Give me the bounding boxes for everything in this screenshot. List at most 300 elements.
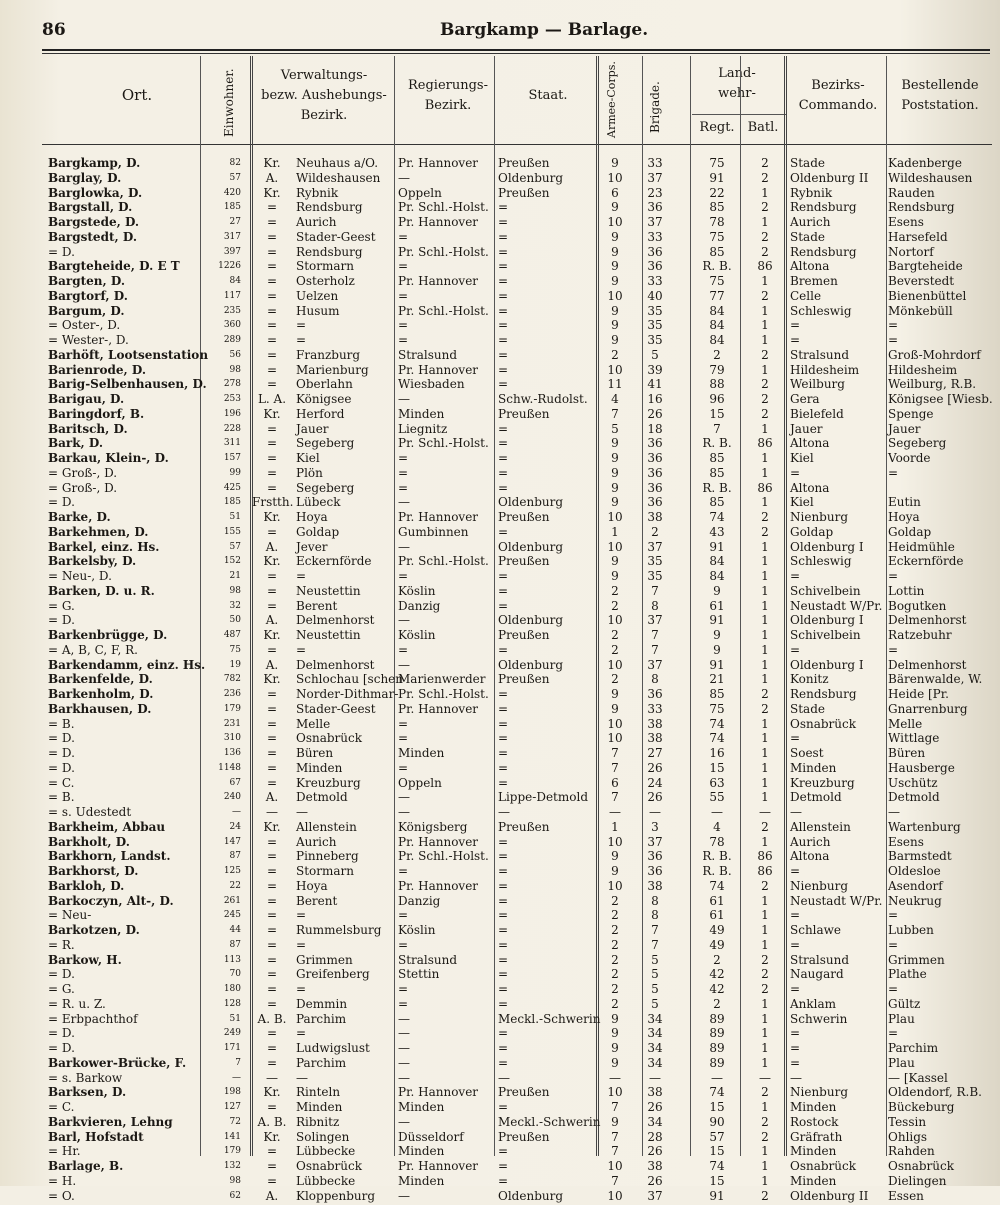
staat-cell: = <box>498 274 509 288</box>
staat-cell: = <box>498 952 509 967</box>
poststation-cell: Heidmühle <box>888 539 955 554</box>
aushebung-cell: Kloppenburg <box>296 1188 376 1203</box>
poststation-cell: Barmstedt <box>888 849 952 864</box>
staat-cell: Preußen <box>498 554 550 569</box>
poststation-cell: Heide [Pr. <box>888 687 949 701</box>
bezirks-commando-cell: Minden <box>790 1100 837 1114</box>
aushebung-cell: Parchim <box>296 1011 347 1026</box>
ort-cell: Bargum, D. <box>48 303 125 318</box>
einwohner-cell: 98 <box>229 1175 241 1186</box>
ort-cell: Barl, Hofstadt <box>48 1129 144 1144</box>
regierung-cell: Pr. Hannover <box>398 215 479 229</box>
ort-cell: Barglay, D. <box>48 170 122 185</box>
bezirks-commando-cell: Jauer <box>790 421 823 436</box>
staat-cell: = <box>498 760 509 775</box>
batl-cell: 1 <box>761 451 769 465</box>
ort-cell: Barke, D. <box>48 510 111 524</box>
ort-cell: Baringdorf, B. <box>48 406 145 421</box>
regierung-cell: — <box>398 170 410 185</box>
batl-cell: 1 <box>761 908 769 923</box>
brigade-cell: — <box>649 1070 661 1085</box>
regierung-cell: = <box>398 259 409 274</box>
header-rule <box>42 49 990 51</box>
armee-corps-cell: 9 <box>611 1114 619 1129</box>
aushebung-cell: Rybnik <box>296 185 339 200</box>
col-bezirks-2: Commando. <box>798 98 878 113</box>
poststation-cell: Hoya <box>888 510 920 524</box>
poststation-cell: Wittlage <box>888 731 940 746</box>
bezirks-commando-cell: Nienburg <box>790 1085 848 1100</box>
kreis-cell: = <box>266 731 278 746</box>
regt-cell: R. B. <box>702 849 732 864</box>
staat-cell: = <box>498 215 509 229</box>
regt-cell: 61 <box>709 893 725 908</box>
staat-cell: = <box>498 937 509 952</box>
poststation-cell: = <box>888 465 899 480</box>
armee-corps-cell: 7 <box>611 746 619 760</box>
aushebung-cell: Marienburg <box>296 362 369 377</box>
batl-cell: 2 <box>761 819 769 834</box>
kreis-cell: = <box>266 1100 278 1114</box>
aushebung-cell: Rendsburg <box>296 244 363 259</box>
staat-cell: = <box>498 834 509 849</box>
staat-cell: = <box>498 1144 509 1159</box>
kreis-cell: = <box>266 982 278 996</box>
poststation-cell: Segeberg <box>888 436 947 451</box>
batl-cell: 2 <box>761 406 769 421</box>
bezirks-commando-cell: — <box>790 1070 802 1085</box>
batl-cell: 1 <box>761 1144 769 1159</box>
batl-cell: 86 <box>757 436 773 451</box>
batl-cell: 1 <box>761 1011 769 1026</box>
regierung-cell: Stralsund <box>398 347 458 362</box>
poststation-cell: Plau <box>888 1055 915 1070</box>
kreis-cell: = <box>266 451 278 465</box>
bezirks-commando-cell: Nienburg <box>790 510 848 524</box>
regierung-cell: Pr. Schl.-Holst. <box>398 436 489 451</box>
bezirks-commando-cell: Stade <box>790 156 825 170</box>
brigade-cell: 8 <box>651 893 659 908</box>
einwohner-cell: 125 <box>223 866 241 876</box>
armee-corps-cell: 10 <box>607 878 623 893</box>
kreis-cell: = <box>266 878 278 893</box>
aushebung-cell: — <box>296 1070 308 1085</box>
regt-cell: 55 <box>709 790 725 805</box>
kreis-cell: = <box>266 347 278 362</box>
ort-cell: Barig-Selbenhausen, D. <box>48 377 207 392</box>
batl-cell: 2 <box>761 392 769 406</box>
kreis-cell: = <box>266 1159 278 1173</box>
bezirks-commando-cell: Konitz <box>790 672 829 687</box>
poststation-cell: = <box>888 642 899 657</box>
kreis-cell: A. <box>265 613 279 628</box>
staat-cell: = <box>498 1100 509 1114</box>
armee-corps-cell: 10 <box>607 170 623 185</box>
regierung-cell: = <box>398 937 409 952</box>
armee-corps-cell: 9 <box>611 451 619 465</box>
regt-cell: 74 <box>709 1159 725 1173</box>
armee-corps-cell: 10 <box>607 834 623 849</box>
regierung-cell: Gumbinnen <box>398 524 469 539</box>
staat-cell: = <box>498 524 509 539</box>
ort-cell: Barkower-Brücke, F. <box>48 1055 187 1070</box>
ort-cell: Barkendamm, einz. Hs. <box>48 657 206 672</box>
einwohner-cell: 1226 <box>218 261 241 272</box>
poststation-cell: Esens <box>888 215 924 229</box>
kreis-cell: = <box>266 229 278 244</box>
einwohner-cell: 196 <box>223 408 241 419</box>
brigade-cell: 38 <box>647 510 663 524</box>
armee-corps-cell: 2 <box>611 628 619 642</box>
einwohner-cell: 289 <box>223 335 241 345</box>
armee-corps-cell: 2 <box>611 893 619 908</box>
aushebung-cell: = <box>296 937 307 952</box>
brigade-cell: 26 <box>647 1100 663 1114</box>
bezirks-commando-cell: Oldenburg II <box>790 1188 869 1203</box>
batl-cell: 1 <box>761 731 769 746</box>
aushebung-cell: Lübbecke <box>296 1173 356 1188</box>
staat-cell: = <box>498 701 509 716</box>
batl-cell: 1 <box>761 1173 769 1188</box>
aushebung-cell: Melle <box>296 716 331 731</box>
einwohner-cell: 425 <box>223 482 241 493</box>
regierung-cell: = <box>398 569 409 583</box>
bezirks-commando-cell: Minden <box>790 1173 837 1188</box>
einwohner-cell: 57 <box>229 541 241 552</box>
brigade-cell: 37 <box>647 834 663 849</box>
brigade-cell: 36 <box>647 849 663 864</box>
regierung-cell: Pr. Hannover <box>398 701 479 716</box>
ort-cell: = D. <box>48 760 75 775</box>
regierung-cell: = <box>398 288 409 303</box>
ort-cell: = D. <box>48 731 75 746</box>
bezirks-commando-cell: Oldenburg I <box>790 539 864 554</box>
ort-cell: = Groß-, D. <box>48 480 118 495</box>
batl-cell: 1 <box>761 1100 769 1114</box>
regt-cell: 7 <box>713 421 721 436</box>
bezirks-commando-cell: Rostock <box>790 1114 839 1129</box>
ort-cell: Bargteheide, D. E T <box>48 259 180 274</box>
brigade-cell: 2 <box>651 524 659 539</box>
armee-corps-cell: 9 <box>611 259 619 274</box>
ort-cell: Barkheim, Abbau <box>48 819 166 834</box>
bezirks-commando-cell: = <box>790 731 801 746</box>
poststation-cell: Essen <box>888 1188 924 1203</box>
staat-cell: = <box>498 996 509 1011</box>
staat-cell: Preußen <box>498 672 550 687</box>
kreis-cell: Frstth. <box>252 495 294 510</box>
armee-corps-cell: 9 <box>611 569 619 583</box>
col-brigade: Brigade. <box>648 81 662 133</box>
poststation-cell: Delmenhorst <box>888 657 967 672</box>
brigade-cell: 37 <box>647 539 663 554</box>
kreis-cell: = <box>266 569 278 583</box>
armee-corps-cell: 9 <box>611 864 619 878</box>
brigade-cell: 37 <box>647 215 663 229</box>
brigade-cell: 23 <box>647 185 663 200</box>
armee-corps-cell: 9 <box>611 687 619 701</box>
poststation-cell: = <box>888 1026 899 1041</box>
staat-cell: = <box>498 716 509 731</box>
ort-cell: Barkvieren, Lehng <box>48 1114 173 1129</box>
staat-cell: = <box>498 465 509 480</box>
armee-corps-cell: 10 <box>607 1159 623 1173</box>
aushebung-cell: Büren <box>296 746 334 760</box>
regierung-cell: Pr. Hannover <box>398 156 479 170</box>
poststation-cell: = <box>888 318 899 333</box>
ort-cell: = R. <box>48 937 75 952</box>
kreis-cell: = <box>266 952 278 967</box>
batl-cell: 1 <box>761 539 769 554</box>
regierung-cell: — <box>398 790 410 805</box>
armee-corps-cell: 9 <box>611 156 619 170</box>
aushebung-cell: = <box>296 569 307 583</box>
brigade-cell: 5 <box>651 347 659 362</box>
regierung-cell: Königsberg <box>398 819 468 834</box>
aushebung-cell: Segeberg <box>296 480 355 495</box>
bezirks-commando-cell: Oldenburg II <box>790 170 869 185</box>
aushebung-cell: Osnabrück <box>296 731 363 746</box>
regierung-cell: Düsseldorf <box>398 1129 464 1144</box>
poststation-cell: Lubben <box>888 923 934 937</box>
batl-cell: 1 <box>761 274 769 288</box>
aushebung-cell: Delmenhorst <box>296 613 375 628</box>
regt-cell: 2 <box>713 996 721 1011</box>
kreis-cell: A. <box>265 657 279 672</box>
brigade-cell: 38 <box>647 731 663 746</box>
einwohner-cell: 21 <box>229 571 241 581</box>
regt-cell: 85 <box>709 465 725 480</box>
ort-cell: = A, B, C, F, R. <box>48 642 138 657</box>
aushebung-cell: = <box>296 982 307 996</box>
staat-cell: = <box>498 864 509 878</box>
einwohner-cell: 171 <box>223 1043 241 1053</box>
kreis-cell: Kr. <box>263 510 281 524</box>
einwohner-cell: 87 <box>229 851 241 862</box>
brigade-cell: 35 <box>647 569 663 583</box>
poststation-cell: Plathe <box>888 967 927 982</box>
ort-cell: Barienrode, D. <box>48 362 147 377</box>
poststation-cell: Bargteheide <box>888 259 963 274</box>
bezirks-commando-cell: = <box>790 465 801 480</box>
kreis-cell: = <box>266 259 278 274</box>
regt-cell: 91 <box>709 170 725 185</box>
brigade-cell: 36 <box>647 259 663 274</box>
ort-cell: Barkow, H. <box>48 952 122 967</box>
staat-cell: Oldenburg <box>498 170 564 185</box>
armee-corps-cell: 10 <box>607 716 623 731</box>
poststation-cell: Groß-Mohrdorf <box>888 347 981 362</box>
armee-corps-cell: 1 <box>611 819 619 834</box>
aushebung-cell: Aurich <box>296 215 337 229</box>
aushebung-cell: Minden <box>296 1100 343 1114</box>
ort-cell: = D. <box>48 1026 75 1041</box>
poststation-cell: Rahden <box>888 1144 935 1159</box>
aushebung-cell: Stader-Geest <box>296 229 376 244</box>
bezirks-commando-cell: Weilburg <box>790 377 845 392</box>
ort-cell: = s. Udestedt <box>48 805 132 819</box>
regt-cell: 90 <box>709 1114 725 1129</box>
brigade-cell: 8 <box>651 598 659 613</box>
poststation-cell: Detmold <box>888 790 940 805</box>
armee-corps-cell: 2 <box>611 672 619 687</box>
bezirks-commando-cell: Kreuzburg <box>790 775 855 790</box>
batl-cell: — <box>759 805 771 819</box>
aushebung-cell: Pinneberg <box>296 849 359 864</box>
col-armee-corps: Armee-Corps. <box>605 61 618 139</box>
bezirks-commando-cell: Osnabrück <box>790 716 857 731</box>
kreis-cell: = <box>266 598 278 613</box>
kreis-cell: = <box>266 746 278 760</box>
regt-cell: — <box>711 805 723 819</box>
poststation-cell: Lottin <box>888 583 925 598</box>
staat-cell: = <box>498 303 509 318</box>
regt-cell: 63 <box>709 775 725 790</box>
brigade-cell: 27 <box>647 746 663 760</box>
ort-cell: Barkhorst, D. <box>48 864 139 878</box>
col-regierung-2: Bezirk. <box>424 98 472 113</box>
brigade-cell: 37 <box>647 657 663 672</box>
batl-cell: 1 <box>761 1055 769 1070</box>
aushebung-cell: Stormarn <box>296 864 355 878</box>
bezirks-commando-cell: Altona <box>790 480 830 495</box>
bezirks-commando-cell: = <box>790 908 801 923</box>
brigade-cell: 33 <box>647 274 663 288</box>
brigade-cell: 36 <box>647 465 663 480</box>
batl-cell: 2 <box>761 377 769 392</box>
regt-cell: 91 <box>709 657 725 672</box>
aushebung-cell: Osnabrück <box>296 1159 363 1173</box>
batl-cell: 2 <box>761 200 769 215</box>
einwohner-cell: 67 <box>229 777 241 788</box>
armee-corps-cell: 10 <box>607 657 623 672</box>
brigade-cell: 35 <box>647 333 663 347</box>
einwohner-cell: 128 <box>223 998 241 1009</box>
staat-cell: Preußen <box>498 510 550 524</box>
kreis-cell: = <box>266 1173 278 1188</box>
kreis-cell: = <box>266 834 278 849</box>
regt-cell: 77 <box>709 288 725 303</box>
bezirks-commando-cell: Schivelbein <box>790 583 861 598</box>
brigade-cell: 37 <box>647 170 663 185</box>
brigade-cell: 36 <box>647 687 663 701</box>
batl-cell: 1 <box>761 996 769 1011</box>
regierung-cell: Wiesbaden <box>398 377 465 392</box>
bezirks-commando-cell: Minden <box>790 760 837 775</box>
kreis-cell: = <box>266 937 278 952</box>
batl-cell: 2 <box>761 1114 769 1129</box>
aushebung-cell: Neustettin <box>296 628 361 642</box>
regt-cell: 85 <box>709 200 725 215</box>
regierung-cell: = <box>398 642 409 657</box>
batl-cell: 2 <box>761 1129 769 1144</box>
bezirks-commando-cell: Neustadt W/Pr. <box>790 598 883 613</box>
einwohner-cell: 152 <box>223 556 241 567</box>
regierung-cell: Danzig <box>398 893 441 908</box>
armee-corps-cell: 2 <box>611 598 619 613</box>
regierung-cell: — <box>398 1011 410 1026</box>
einwohner-cell: 360 <box>223 320 241 331</box>
bezirks-commando-cell: Schlawe <box>790 923 842 937</box>
poststation-cell: Delmenhorst <box>888 613 967 628</box>
brigade-cell: 26 <box>647 790 663 805</box>
bezirks-commando-cell: Soest <box>790 746 824 760</box>
brigade-cell: 38 <box>647 716 663 731</box>
brigade-cell: 5 <box>651 982 659 996</box>
ort-cell: Barkhorn, Landst. <box>48 849 171 864</box>
kreis-cell: = <box>266 1144 278 1159</box>
brigade-cell: 36 <box>647 200 663 215</box>
regt-cell: 85 <box>709 244 725 259</box>
regt-cell: 91 <box>709 1188 725 1203</box>
poststation-cell: Dielingen <box>888 1173 947 1188</box>
regierung-cell: Minden <box>398 746 445 760</box>
batl-cell: 2 <box>761 952 769 967</box>
kreis-cell: = <box>266 333 278 347</box>
einwohner-cell: 236 <box>223 689 241 699</box>
brigade-cell: 38 <box>647 1085 663 1100</box>
batl-cell: 86 <box>757 849 773 864</box>
brigade-cell: 35 <box>647 303 663 318</box>
ort-cell: = Neu- <box>48 908 92 923</box>
regt-cell: 16 <box>709 746 725 760</box>
einwohner-cell: 235 <box>223 305 241 316</box>
aushebung-cell: Neustettin <box>296 583 361 598</box>
regierung-cell: Pr. Schl.-Holst. <box>398 554 489 569</box>
einwohner-cell: 179 <box>223 703 241 714</box>
kreis-cell: = <box>266 421 278 436</box>
regierung-cell: = <box>398 908 409 923</box>
einwohner-cell: — <box>232 1072 241 1083</box>
regt-cell: 4 <box>713 819 721 834</box>
col-landwehr: Land- <box>718 66 756 81</box>
poststation-cell: Eckernförde <box>888 554 964 569</box>
regierung-cell: — <box>398 1055 410 1070</box>
brigade-cell: 36 <box>647 864 663 878</box>
einwohner-cell: 245 <box>223 910 241 921</box>
armee-corps-cell: 9 <box>611 303 619 318</box>
einwohner-cell: 57 <box>229 172 241 183</box>
poststation-cell: Hildesheim <box>888 362 958 377</box>
poststation-cell: = <box>888 569 899 583</box>
bezirks-commando-cell: Oldenburg I <box>790 613 864 628</box>
staat-cell: = <box>498 687 509 701</box>
brigade-cell: 8 <box>651 672 659 687</box>
col-regt: Regt. <box>699 120 735 135</box>
regierung-cell: = <box>398 731 409 746</box>
aushebung-cell: Demmin <box>296 996 348 1011</box>
staat-cell: = <box>498 259 509 274</box>
kreis-cell: = <box>266 716 278 731</box>
poststation-cell: Uschütz <box>888 775 938 790</box>
regt-cell: 88 <box>709 377 725 392</box>
einwohner-cell: 310 <box>223 733 241 744</box>
aushebung-cell: Berent <box>296 893 338 908</box>
batl-cell: 1 <box>761 628 769 642</box>
brigade-cell: 36 <box>647 436 663 451</box>
bezirks-commando-cell: Celle <box>790 288 822 303</box>
regt-cell: 85 <box>709 687 725 701</box>
einwohner-cell: 253 <box>223 394 241 404</box>
einwohner-cell: 147 <box>223 836 241 847</box>
aushebung-cell: = <box>296 908 307 923</box>
col-verwaltung-2: bezw. Aushebungs- <box>261 88 387 103</box>
aushebung-cell: Herford <box>296 406 345 421</box>
regierung-cell: Stralsund <box>398 952 458 967</box>
einwohner-cell: 56 <box>229 349 241 360</box>
regierung-cell: Köslin <box>398 923 436 937</box>
regt-cell: 15 <box>709 406 725 421</box>
